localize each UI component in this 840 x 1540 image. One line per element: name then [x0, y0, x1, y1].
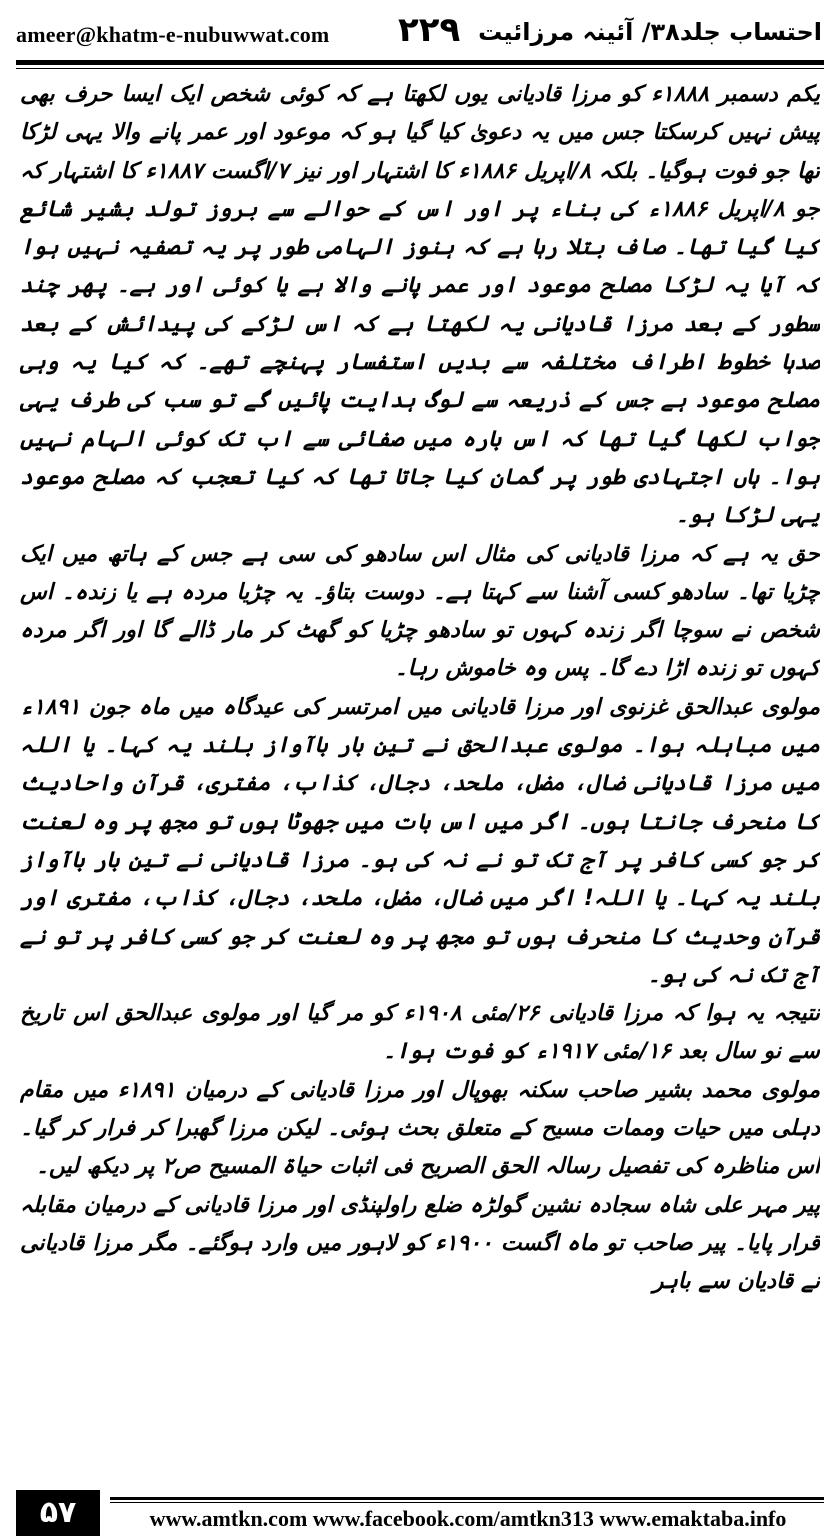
running-title: احتساب جلد۳۸/ آئینہ مرزائیت — [478, 18, 822, 46]
body-text — [20, 76, 820, 1470]
paragraph: حق یہ ہے کہ مرزا قادیانی کی مثال اس سادھو کی سی ہے جس کے ہاتھ میں ایک چڑیا تھا۔ سادھو کسی آشنا سے کہتا ہے۔ دوست بتاؤ۔ یہ چڑیا مردہ ہے یا زندہ۔ اس شخص نے سوچا اگر زندہ کہوں تو سادھو چڑیا کو گھٹ کر مار ڈالے گا اور اگر مردہ کہوں تو زندہ اڑا دے گا۔ پس وہ خاموش رہا۔ — [20, 541, 820, 682]
paragraph: نتیجہ یہ ہوا کہ مرزا قادیانی ۲۶/مئی ۱۹۰۸ء کو مر گیا اور مولوی عبدالحق اس تاریخ سے نو سال بعد ۱۶/مئی ۱۹۱۷ء کو فوت ہوا۔ — [20, 1001, 820, 1065]
footer-page-badge: ۵۷ — [16, 1490, 100, 1536]
header-email: ameer@khatm-e-nubuwwat.com — [16, 22, 330, 47]
footer-rule-thin — [110, 1502, 824, 1503]
paragraph: پیر مہر علی شاہ سجادہ نشین گولڑہ ضلع راولپنڈی اور مرزا قادیانی کے درمیان مقابلہ قرار پایا۔ پیر صاحب تو ماہ اگست ۱۹۰۰ء کو لاہور میں وارد ہوگئے۔ مگر مرزا قادیانی نے قادیان سے باہر — [20, 1192, 820, 1295]
paragraph: مولوی عبدالحق غزنوی اور مرزا قادیانی میں امرتسر کی عیدگاہ میں ماہ جون ۱۸۹۱ء میں مباہلہ ہوا۔ مولوی عبدالحق نے تین بار باآواز بلند یہ کہا۔ یا اللہ میں مرزا قادیانی ضال، مضل، ملحد، دجال، کذاب، مفتری، قرآن واحادیث کا منحرف جانتا ہوں۔ اگر میں اس بات میں جھوٹا ہوں تو مجھ پر وہ لعنت کر جو کسی کافر پر آج تک تو نے نہ کی ہو۔ مرزا قادیانی نے تین بار باآواز بلند یہ کہا۔ یا اللہ! اگر میں ضال، مضل، ملحد، دجال، کذاب، مفتری اور قرآن وحدیث کا منحرف ہوں تو مجھ پر وہ لعنت کر جو کسی کافر پر تو نے آج تک نہ کی ہو۔ — [20, 694, 820, 988]
header-rule-thin — [16, 68, 824, 69]
page-header — [0, 0, 840, 60]
footer-links[interactable]: www.amtkn.com www.facebook.com/amtkn313 www.emaktaba.info — [149, 1506, 787, 1531]
header-rule — [16, 60, 824, 65]
paragraph: یکم دسمبر ۱۸۸۸ء کو مرزا قادیانی یوں لکھتا ہے کہ کوئی شخص ایک ایسا حرف بھی پیش نہیں کرسکتا جس میں یہ دعویٰ کیا گیا ہو کہ موعود اور عمر پانے والا یہی لڑکا تھا جو فوت ہوگیا۔ بلکہ ۸/اپریل ۱۸۸۶ء کا اشتہار اور نیز ۷/اگست ۱۸۸۷ء کا اشتہار کہ جو ۸/اپریل ۱۸۸۶ء کی بناء پر اور اس کے حوالے سے بروز تولد بشیر شائع کیا گیا تھا۔ صاف بتلا رہا ہے کہ ہنوز الہامی طور پر یہ تصفیہ نہیں ہوا کہ آیا یہ لڑکا مصلح موعود اور عمر پانے والا ہے یا کوئی اور ہے۔ پھر چند سطور کے بعد مرزا قادیانی یہ لکھتا ہے کہ اس لڑکے کی پیدائش کے بعد صدہا خطوط اطراف مختلفہ سے بدیں استفسار پہنچے تھے۔ کہ کیا یہ وہی مصلح موعود ہے جس کے ذریعہ سے لوگ ہدایت پائیں گے تو سب کی طرف یہی جواب لکھا گیا تھا کہ اس بارہ میں صفائی سے اب تک کوئی الہام نہیں ہوا۔ ہاں اجتہادی طور پر گمان کیا جاتا تھا کہ کیا تعجب کہ مصلح موعود یہی لڑکا ہو۔ — [20, 82, 820, 529]
footer-rule — [110, 1497, 824, 1500]
page-number: ۲۲۹ — [398, 10, 461, 50]
paragraph: مولوی محمد بشیر صاحب سکنہ بھوپال اور مرزا قادیانی کے درمیان ۱۸۹۱ء میں مقام دہلی میں حیات وممات مسیح کے متعلق بحث ہوئی۔ لیکن مرزا گھبرا کر فرار کر گیا۔ اس مناظرہ کی تفصیل رسالہ الحق الصریح فی اثبات حیاۃ المسیح ص۲ پر دیکھ لیں۔ — [20, 1077, 820, 1180]
